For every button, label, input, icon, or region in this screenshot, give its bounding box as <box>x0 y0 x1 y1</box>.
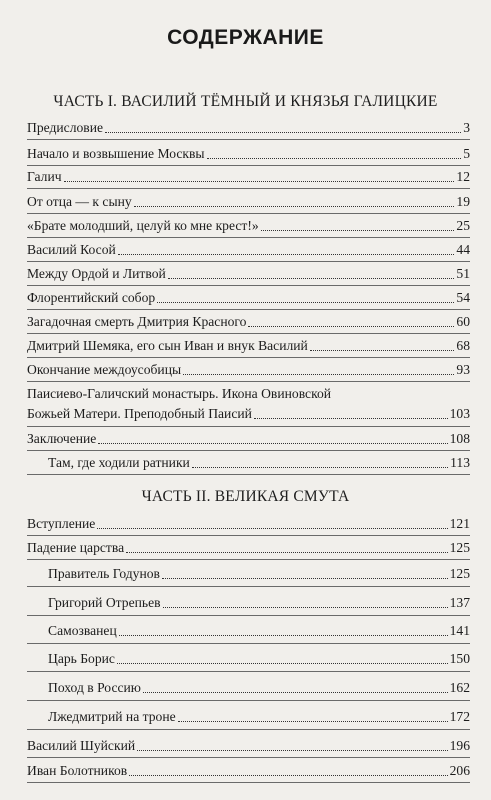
toc-entry-title: Царь Борис <box>48 651 115 666</box>
toc-entry-page: 5 <box>463 146 470 161</box>
toc-entry-page: 25 <box>456 218 470 233</box>
toc-entry-page: 172 <box>449 709 470 724</box>
dot-leader <box>178 721 448 722</box>
dot-leader <box>183 374 454 375</box>
dot-leader <box>168 278 455 279</box>
divider <box>27 643 470 644</box>
toc-entry-page: 162 <box>449 680 470 695</box>
divider <box>27 586 470 587</box>
toc-entry-title: Дмитрий Шемяка, его сын Иван и внук Василий <box>27 338 308 353</box>
dot-leader <box>137 750 447 751</box>
divider <box>27 450 470 451</box>
dot-leader <box>118 254 455 255</box>
toc-entry-multiline <box>27 385 470 423</box>
toc-subentry <box>48 648 470 668</box>
toc-subentry <box>48 677 470 697</box>
toc-entry-page: 3 <box>463 120 470 135</box>
toc-entry-page: 51 <box>456 266 470 281</box>
toc-entry-title: Правитель Годунов <box>48 566 160 581</box>
toc-entry-page: 19 <box>456 194 470 209</box>
toc-entry <box>27 760 470 780</box>
dot-leader <box>143 692 448 693</box>
toc-entry-page: 68 <box>456 338 470 353</box>
toc-entry-title: Предисловие <box>27 120 104 135</box>
toc-entry-title: Лжедмитрий на троне <box>48 709 176 724</box>
dot-leader <box>105 132 461 133</box>
toc-entry-page: 125 <box>449 566 470 581</box>
dot-leader <box>117 663 448 664</box>
divider <box>27 700 470 701</box>
toc-entry <box>27 239 470 259</box>
divider <box>27 261 470 262</box>
divider <box>27 139 470 140</box>
toc-entry-title: Василий Косой <box>27 242 116 257</box>
dot-leader <box>98 443 447 444</box>
dot-leader <box>248 326 454 327</box>
toc-entry-title: От отца — к сыну <box>27 194 132 209</box>
toc-subentry <box>48 620 470 640</box>
toc-entry <box>27 287 470 307</box>
toc-entry-page: 44 <box>456 242 470 257</box>
dot-leader <box>129 775 447 776</box>
toc-entry-title: Между Ордой и Литвой <box>27 266 166 281</box>
toc-entry-title: Там, где ходили ратники <box>48 455 190 470</box>
toc-entry-title: Заключение <box>27 431 97 446</box>
toc-entry-title: Начало и возвышение Москвы <box>27 146 205 161</box>
toc-entry <box>27 263 470 283</box>
divider <box>27 535 470 536</box>
toc-subentry <box>48 563 470 583</box>
toc-entry <box>27 117 470 137</box>
toc-entry-page: 103 <box>449 406 470 421</box>
toc-entry-title: Иван Болотников <box>27 763 128 778</box>
divider <box>27 757 470 758</box>
toc-entry-title: Григорий Отрепьев <box>48 595 161 610</box>
toc-entry <box>27 537 470 557</box>
toc-entry <box>27 513 470 533</box>
toc-entry <box>27 311 470 331</box>
dot-leader <box>134 206 455 207</box>
divider <box>27 357 470 358</box>
toc-entry-page: 113 <box>450 455 470 470</box>
toc-entry-title-line-2: Божьей Матери. Преподобный Паисий <box>27 406 252 421</box>
toc-entry <box>27 191 470 211</box>
page-title: СОДЕРЖАНИЕ <box>167 26 324 49</box>
dot-leader <box>126 552 447 553</box>
toc-entry-title: Вступление <box>27 516 96 531</box>
toc-entry <box>27 215 470 235</box>
toc-entry <box>27 143 470 163</box>
toc-entry-title: Загадочная смерть Дмитрия Красного <box>27 314 247 329</box>
dot-leader <box>163 607 448 608</box>
toc-entry <box>27 335 470 355</box>
dot-leader <box>254 418 448 419</box>
toc-entry-page: 141 <box>449 623 470 638</box>
dot-leader <box>162 578 448 579</box>
divider <box>27 333 470 334</box>
part-2-heading: ЧАСТЬ II. ВЕЛИКАЯ СМУТА <box>141 488 350 505</box>
toc-entry-page: 93 <box>456 362 470 377</box>
toc-entry <box>27 428 470 448</box>
toc-entry <box>27 735 470 755</box>
divider <box>27 615 470 616</box>
toc-entry-page: 150 <box>449 651 470 666</box>
toc-subentry <box>48 452 470 472</box>
dot-leader <box>119 635 448 636</box>
toc-entry-page: 108 <box>449 431 470 446</box>
toc-entry-title: Василий Шуйский <box>27 738 136 753</box>
toc-entry-title: Флорентийский собор <box>27 290 156 305</box>
toc-entry-title: «Брате молодший, целуй ко мне крест!» <box>27 218 259 233</box>
toc-entry <box>27 166 470 186</box>
divider <box>27 729 470 730</box>
toc-entry-page: 12 <box>456 169 470 184</box>
part-1-heading: ЧАСТЬ I. ВАСИЛИЙ ТЁМНЫЙ И КНЯЗЬЯ ГАЛИЦКИЕ <box>53 93 438 110</box>
toc-entry-page: 60 <box>456 314 470 329</box>
divider <box>27 213 470 214</box>
divider <box>27 285 470 286</box>
divider <box>27 782 470 783</box>
divider <box>27 188 470 189</box>
divider <box>27 671 470 672</box>
dot-leader <box>310 350 455 351</box>
toc-entry-page: 206 <box>449 763 470 778</box>
dot-leader <box>157 302 454 303</box>
toc-entry-page: 137 <box>449 595 470 610</box>
toc-entry-page: 196 <box>449 738 470 753</box>
divider <box>27 381 470 382</box>
toc-entry-page: 121 <box>449 516 470 531</box>
divider <box>27 309 470 310</box>
toc-entry-page: 125 <box>449 540 470 555</box>
toc-subentry <box>48 592 470 612</box>
toc-entry-title: Падение царства <box>27 540 125 555</box>
toc-entry-title: Окончание междоусобицы <box>27 362 182 377</box>
dot-leader <box>97 528 447 529</box>
dot-leader <box>261 230 455 231</box>
toc-entry-title: Самозванец <box>48 623 117 638</box>
dot-leader <box>207 158 462 159</box>
toc-entry-page: 54 <box>456 290 470 305</box>
toc-entry-title-line-1: Паисиево-Галичский монастырь. Икона Овиновской <box>27 386 332 401</box>
toc-subentry <box>48 706 470 726</box>
dot-leader <box>192 467 448 468</box>
divider <box>27 474 470 475</box>
toc-entry-title: Галич <box>27 169 62 184</box>
divider <box>27 426 470 427</box>
toc-entry-title: Поход в Россию <box>48 680 141 695</box>
toc-entry <box>27 359 470 379</box>
divider <box>27 237 470 238</box>
dot-leader <box>64 181 455 182</box>
divider <box>27 559 470 560</box>
